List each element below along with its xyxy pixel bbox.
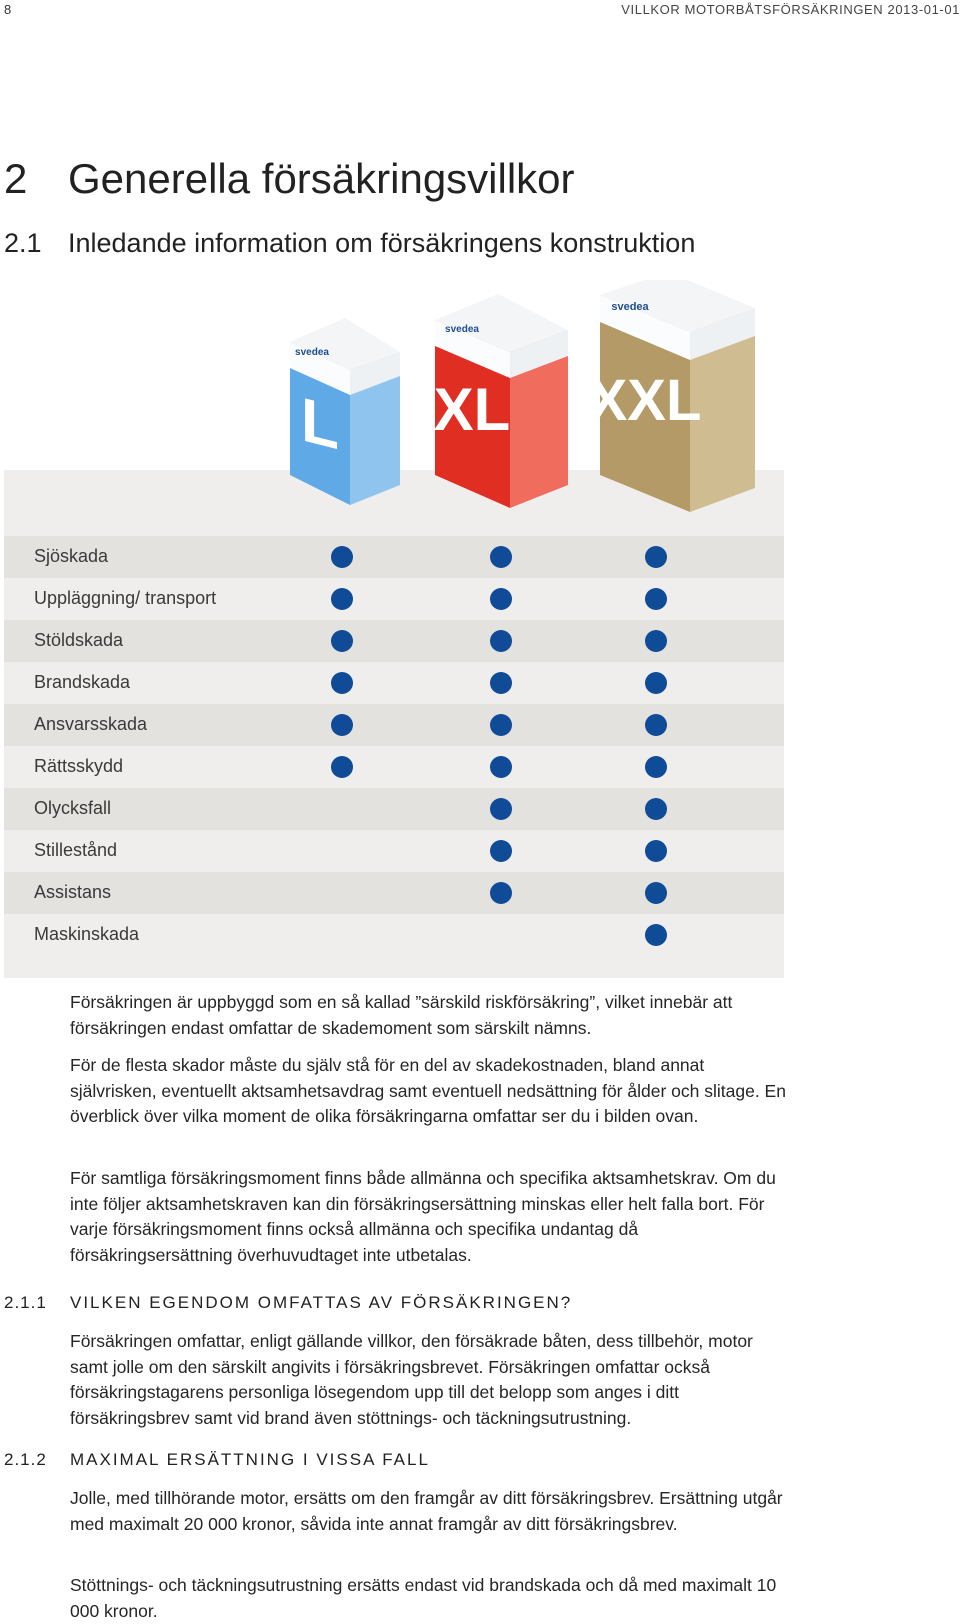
subsection-2-paragraph-1: Jolle, med tillhörande motor, ersätts om den framgår av ditt försäkringsbrev. Ersättning utgår med maximalt 20 000 kronor, såvida inte annat framgår av ditt försäkringsbrev. — [70, 1488, 783, 1534]
coverage-row-label: Maskinskada — [34, 924, 140, 944]
package-xxl-label: XXL — [588, 368, 702, 433]
running-header: VILLKOR MOTORBÅTSFÖRSÄKRINGEN 2013-01-01 — [621, 2, 960, 17]
package-xxl-brand: svedea — [611, 301, 649, 313]
package-l — [290, 318, 400, 505]
coverage-dot-xxl — [645, 924, 667, 946]
coverage-dot-l — [331, 588, 353, 610]
section-title: Inledande information om försäkringens konstruktion — [68, 228, 696, 258]
coverage-dot-xxl — [645, 630, 667, 652]
coverage-row-label: Olycksfall — [34, 798, 112, 818]
chapter-title: Generella försäkringsvillkor — [68, 155, 575, 202]
package-xl-brand: svedea — [445, 324, 479, 335]
coverage-row — [4, 872, 784, 914]
coverage-row-label: Assistans — [34, 882, 112, 902]
coverage-row — [4, 662, 784, 704]
insurance-packages-illustration — [0, 280, 800, 535]
coverage-row-label: Stöldskada — [34, 630, 124, 650]
coverage-row — [4, 788, 784, 830]
coverage-row-label: Uppläggning/ transport — [34, 588, 217, 608]
subsection-2-title: MAXIMAL ERSÄTTNING I VISSA FALL — [70, 1450, 430, 1469]
coverage-row — [4, 704, 784, 746]
package-xxl — [589, 280, 755, 512]
coverage-dot-xl — [490, 672, 512, 694]
subsection-1-number: 2.1.1 — [4, 1293, 47, 1312]
coverage-dot-xl — [490, 714, 512, 736]
section-number: 2.1 — [4, 228, 42, 258]
package-l-brand: svedea — [295, 347, 329, 358]
coverage-dot-xxl — [645, 840, 667, 862]
coverage-row-label: Rättsskydd — [34, 756, 124, 776]
coverage-dot-xxl — [645, 588, 667, 610]
coverage-row-label: Ansvarsskada — [34, 714, 148, 734]
coverage-dot-xxl — [645, 672, 667, 694]
coverage-dot-xxl — [645, 798, 667, 820]
coverage-dot-l — [331, 546, 353, 568]
coverage-row — [4, 830, 784, 872]
intro-paragraph-2: För de flesta skador måste du själv stå för en del av skadekostnaden, bland annat självrisken, eventuellt aktsamhetsavdrag samt eventuell nedsättning för ålder och slitage. En överblick över vilka moment de olika försäkringarna omfattar ser du i bilden ovan. — [70, 1055, 786, 1126]
coverage-dot-l — [331, 714, 353, 736]
intro-paragraph-3: För samtliga försäkringsmoment finns både allmänna och specifika aktsamhetskrav. Om du inte följer aktsamhetskraven kan din försäkringsersättning minskas eller helt falla bort. För varje försäkringsmoment finns också allmänna och specifika undantag då försäkringsersättning överhuvudtaget inte utbetalas. — [70, 1168, 776, 1265]
page-number: 8 — [4, 2, 12, 17]
subsection-1-paragraph: Försäkringen omfattar, enligt gällande villkor, den försäkrade båten, dess tillbehör, motor samt jolle om den särskilt angivits i försäkringsbrevet. Försäkringen omfattar också försäkringstagarens personliga lösegendom upp till det belopp som anges i ditt försäkringsbrev samt vid brand även stöttnings- och täckningsutrustning. — [70, 1331, 753, 1428]
coverage-dot-xl — [490, 630, 512, 652]
coverage-dot-l — [331, 756, 353, 778]
coverage-row-label: Brandskada — [34, 672, 131, 692]
chapter-number: 2 — [4, 155, 28, 202]
coverage-dot-xl — [490, 840, 512, 862]
coverage-dot-xl — [490, 798, 512, 820]
coverage-row — [4, 914, 784, 956]
coverage-dot-xl — [490, 882, 512, 904]
package-xl-label: XL — [433, 376, 511, 443]
coverage-dot-xl — [490, 546, 512, 568]
coverage-dot-xxl — [645, 546, 667, 568]
subsection-1-title: VILKEN EGENDOM OMFATTAS AV FÖRSÄKRINGEN? — [70, 1293, 573, 1312]
coverage-dot-xxl — [645, 882, 667, 904]
coverage-table — [4, 470, 784, 978]
subsection-2-paragraph-2: Stöttnings- och täckningsutrustning ersätts endast vid brandskada och då med maximalt 10 000 kronor. — [70, 1575, 777, 1621]
coverage-row-label: Stillestånd — [34, 840, 118, 860]
coverage-row — [4, 536, 784, 578]
coverage-dot-xxl — [645, 756, 667, 778]
subsection-2-number: 2.1.2 — [4, 1450, 47, 1469]
coverage-dot-l — [331, 672, 353, 694]
coverage-row — [4, 578, 784, 620]
coverage-dot-xxl — [645, 714, 667, 736]
coverage-dot-xl — [490, 588, 512, 610]
intro-paragraph-1: Försäkringen är uppbyggd som en så kallad ”särskild riskförsäkring”, vilket innebär att försäkringen endast omfattar de skademoment som särskilt nämns. — [70, 992, 733, 1038]
coverage-row — [4, 620, 784, 662]
coverage-row — [4, 746, 784, 788]
package-l-label: L — [301, 384, 339, 464]
section-heading — [4, 228, 695, 259]
chapter-heading — [4, 155, 575, 203]
coverage-dot-l — [331, 630, 353, 652]
coverage-row-label: Sjöskada — [34, 546, 109, 566]
package-xl — [434, 294, 568, 508]
coverage-dot-xl — [490, 756, 512, 778]
